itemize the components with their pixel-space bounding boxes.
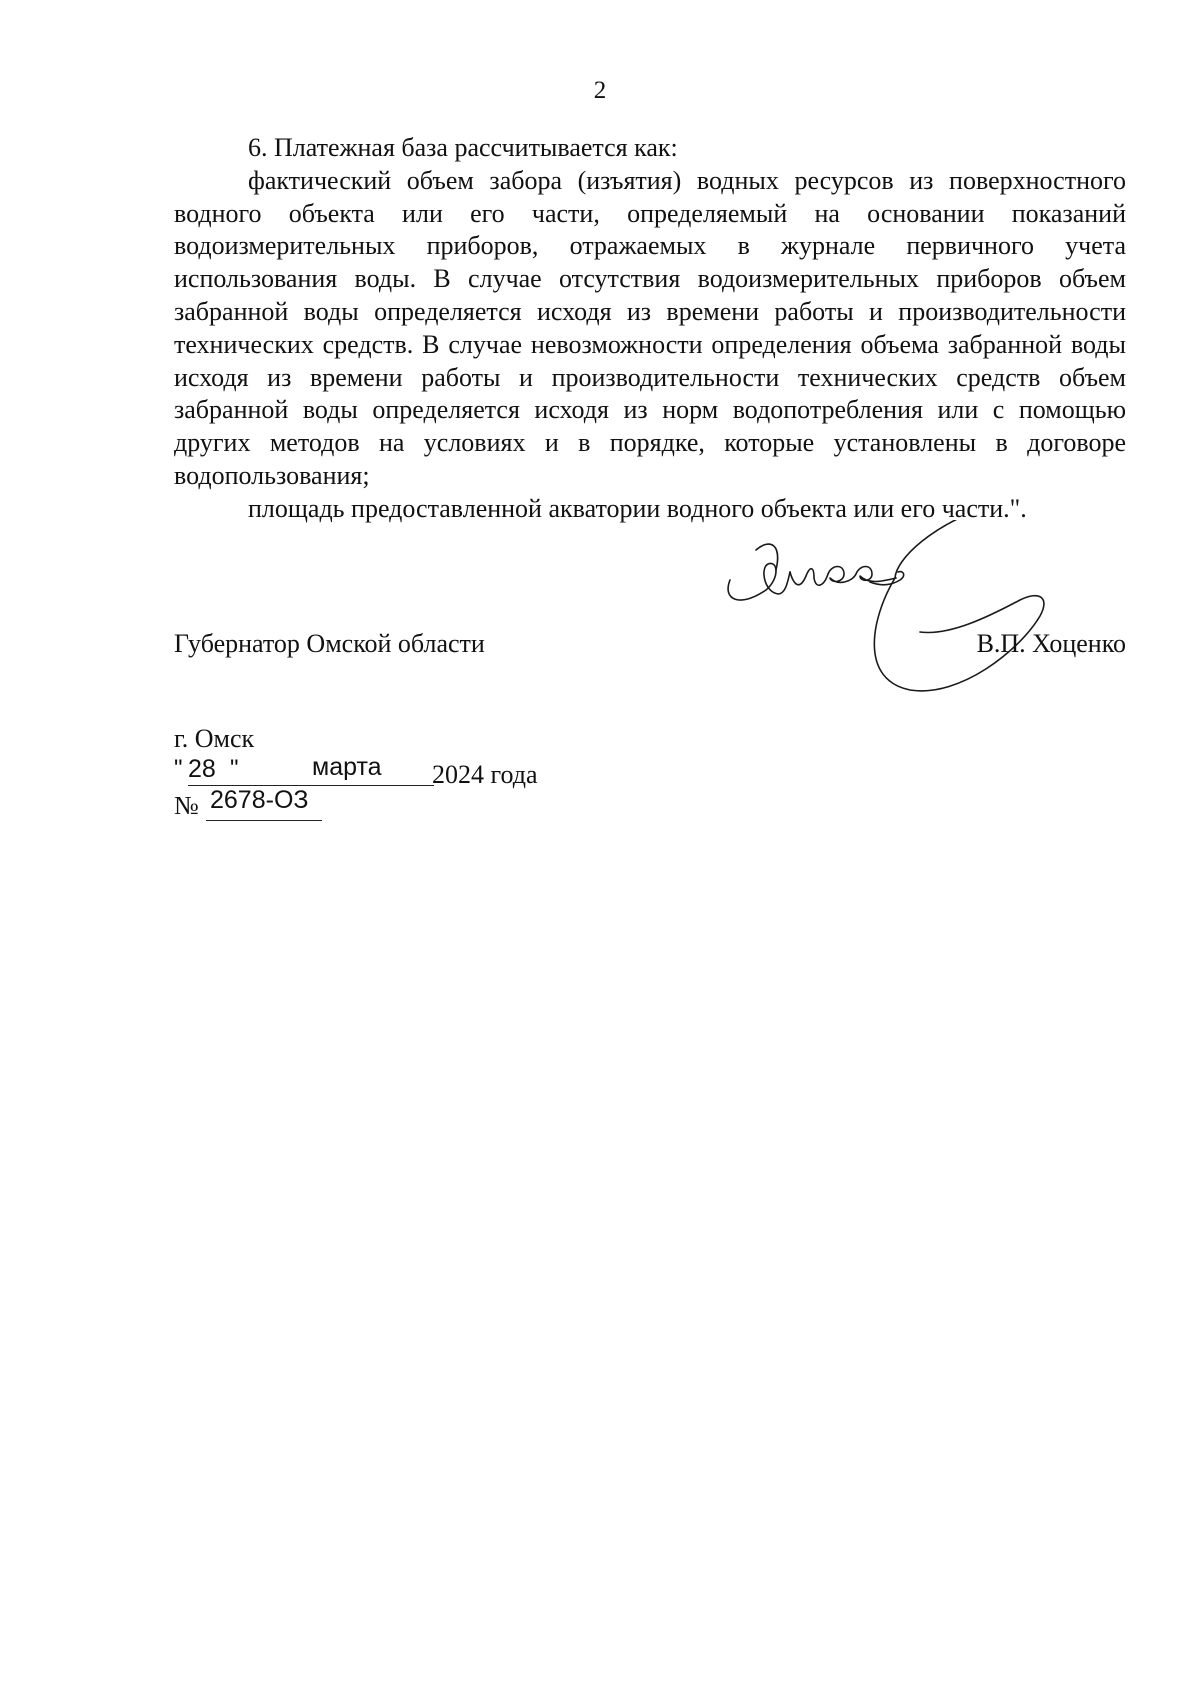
date-quote-open: " [174, 755, 183, 782]
date-month: марта [312, 753, 382, 781]
signer-name: В.П. Хоценко [976, 629, 1126, 658]
date-year: 2024 года [432, 760, 538, 789]
paragraph-actual-volume: фактический объем забора (изъятия) водных ресурсов из поверхностного водного объекта или его части, определяемый на основании показаний водоизмерительных приборов, отражаемых в журнале первичного учета использования воды. В случае отсутствия водоизмерительных приборов объем забранной воды определяется исходя из времени работы и производительности технических средств. В случае невозможности определения объема забранной воды исходя из времени работы и производительности технических средств объем забранной воды определяется исходя из норм водопотребления или с помощью других методов на условиях и в порядке, которые установлены в договоре водопользования; [174, 165, 1126, 490]
page-number: 2 [593, 77, 607, 104]
law-number: 2678-ОЗ [210, 786, 309, 814]
handwritten-signature-icon [720, 520, 1140, 720]
date-day: 28 [188, 755, 216, 783]
position-title: Губернатор Омской области [174, 629, 485, 658]
date-quote-close: " [230, 755, 239, 782]
document-body [174, 132, 1126, 526]
law-number-line [174, 786, 474, 830]
paragraph-water-area: площадь предоставленной акватории водного объекта или его части.". [248, 493, 1027, 523]
law-number-underline [206, 820, 322, 821]
city: г. Омск [174, 724, 255, 753]
item-heading: 6. Платежная база рассчитывается как: [248, 133, 678, 162]
number-sign: № [174, 791, 199, 820]
